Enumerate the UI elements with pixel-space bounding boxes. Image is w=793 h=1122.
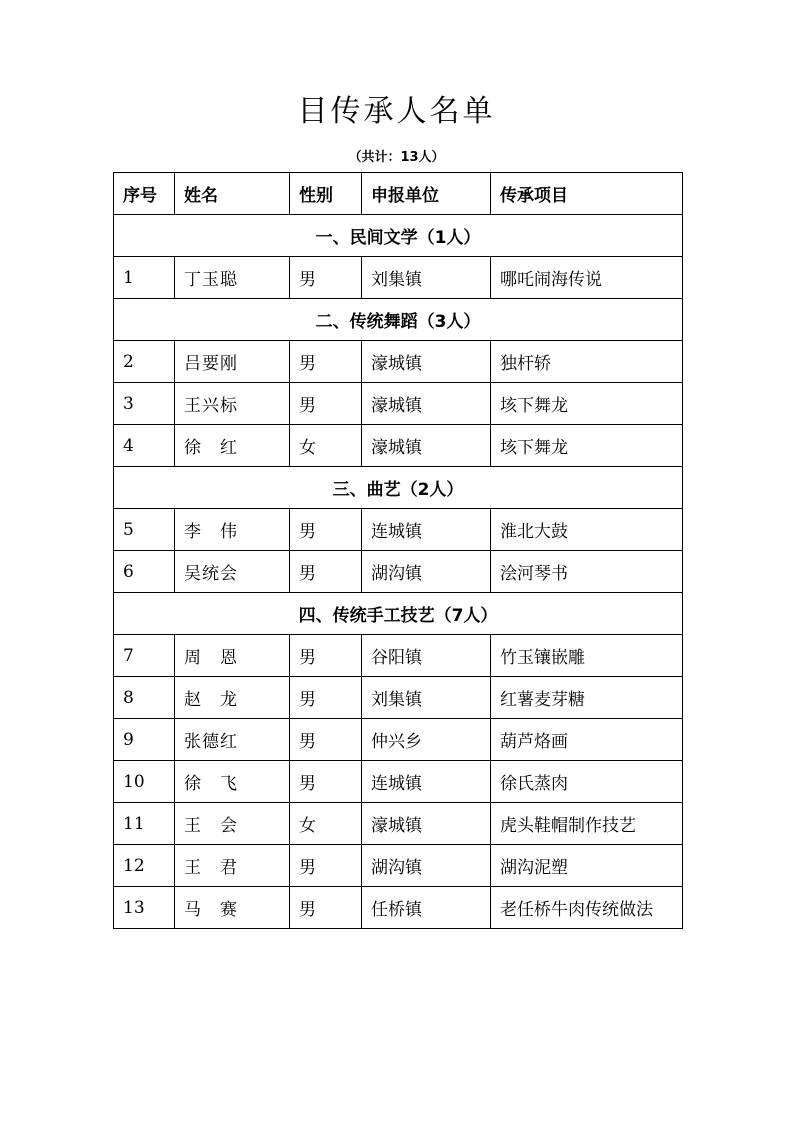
cell-item: 竹玉镶嵌雕 [491,635,683,677]
table-row [114,677,683,719]
table-row [114,509,683,551]
table-row [114,425,683,467]
cell-unit: 濠城镇 [362,803,491,845]
table-row [114,803,683,845]
cell-unit: 湖沟镇 [362,551,491,593]
section-label: 三、曲艺（2人） [114,467,683,509]
table-header-row [114,173,683,215]
table-row [114,719,683,761]
cell-no: 4 [114,425,175,467]
cell-unit: 连城镇 [362,761,491,803]
cell-sex: 女 [290,803,362,845]
cell-item: 老任桥牛肉传统做法 [491,887,683,929]
section-label: 二、传统舞蹈（3人） [114,299,683,341]
header-unit: 申报单位 [362,173,491,215]
header-item: 传承项目 [491,173,683,215]
cell-name: 张德红 [175,719,290,761]
cell-name: 徐 红 [175,425,290,467]
cell-unit: 刘集镇 [362,677,491,719]
cell-name: 王兴标 [175,383,290,425]
page-subtitle: （共计：13人） [348,150,445,165]
table-row [114,551,683,593]
cell-sex: 男 [290,677,362,719]
cell-sex: 男 [290,719,362,761]
cell-name: 马 赛 [175,887,290,929]
cell-item: 葫芦烙画 [491,719,683,761]
cell-no: 7 [114,635,175,677]
cell-no: 11 [114,803,175,845]
cell-no: 9 [114,719,175,761]
cell-name: 周 恩 [175,635,290,677]
cell-sex: 女 [290,425,362,467]
section-label: 四、传统手工技艺（7人） [114,593,683,635]
cell-name: 徐 飞 [175,761,290,803]
cell-name: 王 会 [175,803,290,845]
cell-item: 湖沟泥塑 [491,845,683,887]
cell-sex: 男 [290,845,362,887]
cell-no: 1 [114,257,175,299]
table-row [114,635,683,677]
cell-unit: 刘集镇 [362,257,491,299]
cell-no: 6 [114,551,175,593]
table-row [114,845,683,887]
cell-no: 12 [114,845,175,887]
table-row [114,887,683,929]
table-row [114,341,683,383]
cell-name: 李 伟 [175,509,290,551]
header-sex: 性别 [290,173,362,215]
cell-no: 3 [114,383,175,425]
cell-item: 独杆轿 [491,341,683,383]
cell-sex: 男 [290,761,362,803]
cell-unit: 濠城镇 [362,383,491,425]
table-row [114,761,683,803]
cell-no: 8 [114,677,175,719]
table-row [114,383,683,425]
section-label: 一、民间文学（1人） [114,215,683,257]
cell-unit: 谷阳镇 [362,635,491,677]
cell-unit: 连城镇 [362,509,491,551]
cell-unit: 仲兴乡 [362,719,491,761]
cell-sex: 男 [290,635,362,677]
cell-name: 吕要刚 [175,341,290,383]
cell-name: 王 君 [175,845,290,887]
cell-unit: 濠城镇 [362,341,491,383]
cell-item: 徐氏蒸肉 [491,761,683,803]
cell-sex: 男 [290,383,362,425]
page-title: 目传承人名单 [297,94,496,129]
cell-name: 丁玉聪 [175,257,290,299]
cell-item: 垓下舞龙 [491,383,683,425]
cell-item: 虎头鞋帽制作技艺 [491,803,683,845]
inheritor-table [113,172,683,929]
table-row [114,257,683,299]
cell-item: 垓下舞龙 [491,425,683,467]
cell-no: 2 [114,341,175,383]
cell-no: 10 [114,761,175,803]
cell-sex: 男 [290,887,362,929]
section-row [114,299,683,341]
header-no: 序号 [114,173,175,215]
cell-name: 吴统会 [175,551,290,593]
cell-no: 13 [114,887,175,929]
cell-item: 红薯麦芽糖 [491,677,683,719]
cell-sex: 男 [290,509,362,551]
header-name: 姓名 [175,173,290,215]
section-row [114,215,683,257]
cell-unit: 湖沟镇 [362,845,491,887]
cell-unit: 濠城镇 [362,425,491,467]
cell-no: 5 [114,509,175,551]
cell-sex: 男 [290,257,362,299]
section-row [114,593,683,635]
cell-sex: 男 [290,341,362,383]
cell-item: 淮北大鼓 [491,509,683,551]
cell-item: 浍河琴书 [491,551,683,593]
cell-name: 赵 龙 [175,677,290,719]
section-row [114,467,683,509]
cell-sex: 男 [290,551,362,593]
cell-item: 哪吒闹海传说 [491,257,683,299]
cell-unit: 任桥镇 [362,887,491,929]
